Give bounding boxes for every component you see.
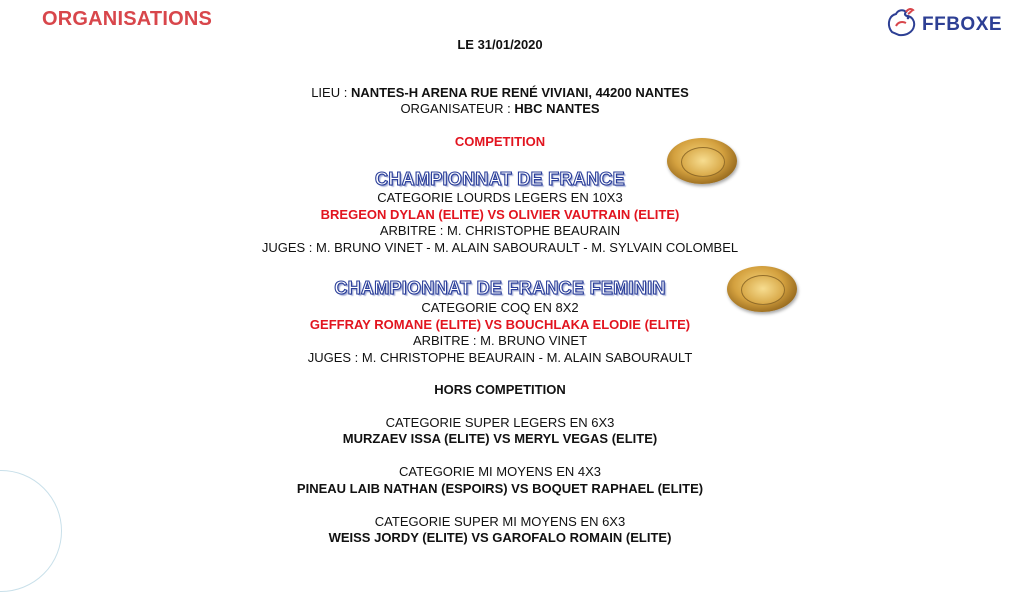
championship-category: CATEGORIE LOURDS LEGERS EN 10X3 bbox=[377, 190, 623, 205]
medal-icon bbox=[667, 138, 737, 184]
hors-competition-heading: HORS COMPETITION bbox=[434, 382, 566, 397]
championship-juges: JUGES : M. BRUNO VINET - M. ALAIN SABOURAULT - M. SYLVAIN COLOMBEL bbox=[261, 240, 739, 255]
logo-text: FFBOXE bbox=[922, 14, 1003, 35]
championship-juges: JUGES : M. CHRISTOPHE BEAURAIN - M. ALAIN SABOURAULT bbox=[307, 350, 693, 365]
organizer-value: HBC NANTES bbox=[514, 101, 600, 116]
venue-line bbox=[0, 85, 1000, 101]
medal-icon bbox=[727, 266, 797, 312]
championship-title: CHAMPIONNAT DE FRANCE FEMININ bbox=[334, 278, 666, 298]
hors-category: CATEGORIE MI MOYENS EN 4X3 bbox=[398, 464, 602, 479]
championship-arbitre: ARBITRE : M. BRUNO VINET bbox=[412, 333, 588, 348]
rooster-logo-icon bbox=[884, 6, 920, 40]
championship-arbitre: ARBITRE : M. CHRISTOPHE BEAURAIN bbox=[379, 223, 621, 238]
hors-bout: WEISS JORDY (ELITE) VS GAROFALO ROMAIN (ELITE) bbox=[328, 530, 672, 545]
ffboxe-logo bbox=[884, 6, 1014, 40]
venue-label: LIEU : bbox=[311, 85, 351, 100]
organizer-line bbox=[0, 101, 1000, 117]
event-date: LE 31/01/2020 bbox=[457, 37, 543, 52]
venue-value: NANTES-H ARENA RUE RENÉ VIVIANI, 44200 NANTES bbox=[350, 85, 689, 100]
page-title: ORGANISATIONS bbox=[42, 8, 213, 30]
championship-category: CATEGORIE COQ EN 8X2 bbox=[421, 300, 579, 315]
hors-category: CATEGORIE SUPER MI MOYENS EN 6X3 bbox=[374, 514, 626, 529]
competition-heading: COMPETITION bbox=[454, 134, 546, 149]
hors-category: CATEGORIE SUPER LEGERS EN 6X3 bbox=[385, 415, 615, 430]
hors-bout: PINEAU LAIB NATHAN (ESPOIRS) VS BOQUET RAPHAEL (ELITE) bbox=[296, 481, 704, 496]
organizer-label: ORGANISATEUR : bbox=[400, 101, 515, 116]
hors-bout: MURZAEV ISSA (ELITE) VS MERYL VEGAS (ELITE) bbox=[342, 431, 658, 446]
championship-bout: GEFFRAY ROMANE (ELITE) VS BOUCHLAKA ELODIE (ELITE) bbox=[309, 317, 691, 332]
championship-bout: BREGEON DYLAN (ELITE) VS OLIVIER VAUTRAIN (ELITE) bbox=[320, 207, 680, 222]
championship-title: CHAMPIONNAT DE FRANCE bbox=[375, 169, 625, 189]
